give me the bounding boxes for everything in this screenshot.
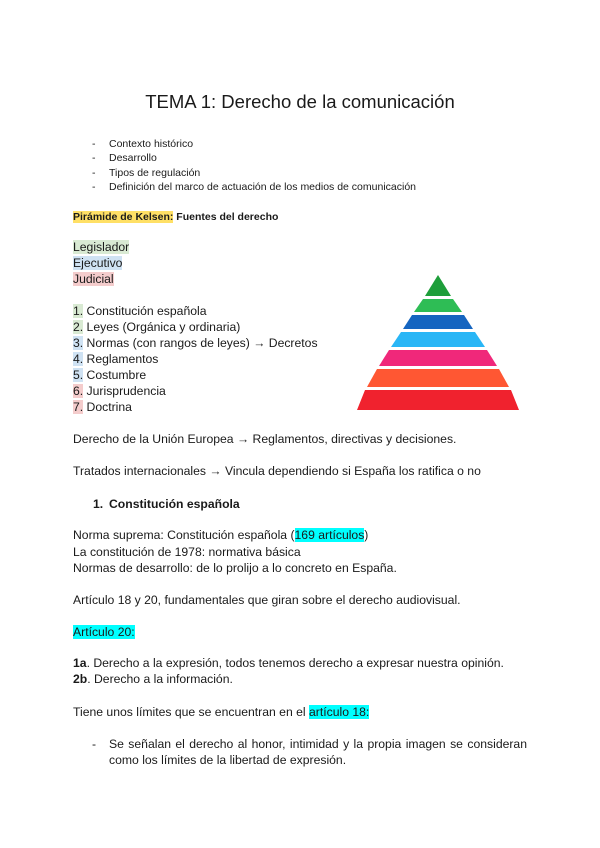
source-item: 3. Normas (con rangos de leyes) → Decretos xyxy=(73,336,318,350)
treaties-line: Tratados internacionales → Vincula dependiendo si España los ratifica o no xyxy=(73,464,481,478)
kelsen-rest: Fuentes del derecho xyxy=(173,211,279,223)
power-legislador: Legislador xyxy=(73,240,130,254)
pyramid-level-4 xyxy=(391,332,485,347)
source-item: 4. Reglamentos xyxy=(73,352,159,366)
bullet-dash: - xyxy=(92,138,96,150)
list-item: Desarrollo xyxy=(109,152,157,164)
section-number: 1. xyxy=(93,497,104,511)
section-heading xyxy=(93,497,240,511)
pyramid-level-5 xyxy=(379,350,497,366)
pyramid-level-3 xyxy=(403,315,473,329)
source-item: 5. Costumbre xyxy=(73,368,147,382)
power-judicial: Judicial xyxy=(73,272,114,286)
final-bullet-line-1: Se señalan el derecho al honor, intimidad y la propia imagen se consideran xyxy=(109,737,527,751)
bullet-dash: - xyxy=(92,152,96,164)
pyramid-level-1 xyxy=(425,275,451,296)
source-item: 6. Jurisprudencia xyxy=(73,384,166,398)
pyramid-level-7 xyxy=(357,390,519,410)
kelsen-pyramid-image xyxy=(356,272,520,412)
bullet-dash: - xyxy=(92,737,97,751)
source-item: 7. Doctrina xyxy=(73,400,132,414)
page-title: TEMA 1: Derecho de la comunicación xyxy=(145,91,455,112)
item-1a: 1a. Derecho a la expresión, todos tenemos derecho a expresar nuestra opinión. xyxy=(73,656,504,670)
list-item: Definición del marco de actuación de los medios de comunicación xyxy=(109,181,417,193)
final-bullet-line-2: como los límites de la libertad de expresión. xyxy=(109,753,347,767)
kelsen-heading xyxy=(73,211,278,223)
list-item: Tipos de regulación xyxy=(109,167,201,179)
limites-line: Tiene unos límites que se encuentran en el artículo 18: xyxy=(73,705,370,719)
source-item: 2. Leyes (Orgánica y ordinaria) xyxy=(73,320,241,334)
power-ejecutivo: Ejecutivo xyxy=(73,256,123,270)
articulo-20-heading: Artículo 20: xyxy=(73,625,135,639)
articulos-line: Artículo 18 y 20, fundamentales que giran sobre el derecho audiovisual. xyxy=(73,593,461,607)
constitucion-1978-line: La constitución de 1978: normativa básica xyxy=(73,545,301,559)
pyramid-level-6 xyxy=(367,369,509,387)
source-item: 1. Constitución española xyxy=(73,304,207,318)
eu-law-line: Derecho de la Unión Europea → Reglamentos, directivas y decisiones. xyxy=(73,432,457,446)
bullet-dash: - xyxy=(92,181,96,193)
normas-desarrollo-line: Normas de desarrollo: de lo prolijo a lo concreto en España. xyxy=(73,561,397,575)
bullet-dash: - xyxy=(92,167,96,179)
list-item: Contexto histórico xyxy=(109,138,194,150)
norma-suprema-line: Norma suprema: Constitución española (169 artículos) xyxy=(73,528,369,542)
kelsen-label: Pirámide de Kelsen: xyxy=(73,211,174,223)
item-2b: 2b. Derecho a la información. xyxy=(73,672,233,686)
pyramid-level-2 xyxy=(414,299,462,312)
section-title: Constitución española xyxy=(109,497,240,511)
